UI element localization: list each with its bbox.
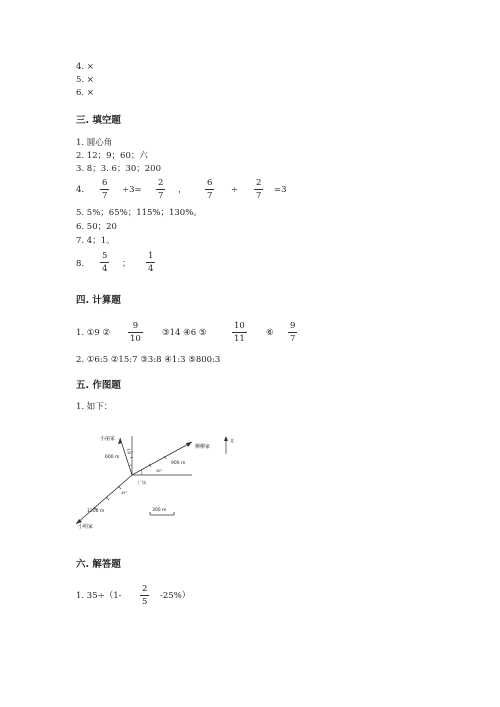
fraction-bar [156, 189, 165, 190]
label-900m: 900 m [171, 461, 186, 466]
section-4-title: 四. 计算题 [76, 295, 121, 306]
calc-answer-1-b: ③14 ④6 ⑤ [162, 328, 207, 338]
fraction [156, 178, 165, 201]
fraction [232, 321, 247, 344]
route-xiaoli [120, 438, 132, 475]
fill-answer-6: 6. 50；20 [76, 222, 117, 232]
solve-answer-1-a: 1. 35÷（1- [76, 591, 122, 601]
fill-answer-5: 5. 5%；65%；115%；130%。 [76, 208, 202, 218]
answer-4: 4. × [76, 62, 94, 72]
fraction [128, 321, 143, 344]
fraction-bar [146, 262, 155, 263]
label-xiaoming: 小明家 [78, 524, 94, 530]
numerator: 10 [234, 321, 245, 331]
fraction-bar [288, 332, 297, 333]
numerator: 9 [290, 321, 296, 331]
drawing-answer-1: 1. 如下： [76, 402, 113, 412]
answer-6: 6. × [76, 88, 94, 98]
denominator: 7 [102, 191, 108, 201]
denominator: 7 [290, 334, 296, 344]
tick [106, 497, 109, 500]
label-xiaoli: 小丽家 [100, 436, 116, 442]
fill-answer-1: 1. 圆心角 [76, 138, 113, 148]
separator: ； [122, 259, 131, 269]
fraction-bar [128, 332, 143, 333]
label-angle-30a: 30° [127, 451, 134, 455]
section-5-title: 五. 作图题 [76, 380, 121, 391]
fill-answer-7: 7. 4；1。 [76, 236, 115, 246]
fraction [100, 251, 109, 274]
angle-arc [141, 470, 142, 475]
denominator: 5 [142, 597, 148, 607]
label-angle-45: 45° [121, 491, 128, 495]
fill-answer-3: 3. 8；3. 6；30；200 [76, 164, 161, 174]
denominator: 10 [130, 334, 141, 344]
tick [127, 449, 130, 450]
denominator: 7 [158, 191, 164, 201]
denominator: 4 [102, 264, 108, 274]
label-angle-30b: 30° [156, 469, 163, 473]
arrowhead [118, 438, 122, 444]
north-icon [224, 436, 228, 441]
fraction [288, 321, 297, 344]
label-square: 广场 [138, 480, 146, 485]
map-diagram [70, 428, 240, 538]
numerator: 5 [102, 251, 108, 261]
numerator: 2 [142, 584, 148, 594]
fraction [205, 178, 214, 201]
numerator: 6 [102, 178, 108, 188]
calc-answer-2: 2. ①6:5 ②15:7 ③3:8 ④1:3 ⑤800:3 [76, 355, 221, 365]
section-3-title: 三. 填空题 [76, 115, 121, 126]
fraction-bar [100, 189, 109, 190]
label-scale: 300 m [152, 508, 167, 513]
fill-answer-4-prefix: 4. [76, 185, 85, 195]
fraction-bar [205, 189, 214, 190]
numerator: 1 [148, 251, 154, 261]
fill-answer-2: 2. 12；9；60；六 [76, 151, 148, 161]
section-6-title: 六. 解答题 [76, 559, 121, 570]
calc-answer-1-c: ⑥ [266, 328, 274, 338]
arrowhead [186, 442, 192, 447]
numerator: 2 [256, 178, 262, 188]
denominator: 7 [207, 191, 213, 201]
fraction [254, 178, 263, 201]
label-1200m: 1200 m [87, 509, 105, 514]
denominator: 4 [148, 264, 154, 274]
fraction [140, 584, 149, 607]
tick [130, 457, 133, 458]
calc-answer-1-a: 1. ①9 ② [76, 328, 111, 338]
angle-arc [129, 465, 132, 466]
operator: ÷ [231, 185, 239, 195]
fill-answer-8-prefix: 8. [76, 259, 85, 269]
denominator: 11 [234, 334, 245, 344]
numerator: 2 [158, 178, 164, 188]
fraction-bar [254, 189, 263, 190]
operator: ÷3= [122, 185, 142, 195]
solve-answer-1-b: -25%） [160, 591, 191, 601]
numerator: 6 [207, 178, 213, 188]
fraction [100, 178, 109, 201]
label-600m: 600 m [105, 455, 120, 460]
fraction-bar [140, 595, 149, 596]
label-north: 北 [230, 438, 234, 443]
numerator: 9 [132, 321, 139, 331]
denominator: 7 [256, 191, 262, 201]
result: =3 [274, 185, 287, 195]
fraction-bar [232, 332, 247, 333]
comma: ， [178, 185, 187, 195]
fraction-bar [100, 262, 109, 263]
answer-5: 5. × [76, 75, 94, 85]
fraction [146, 251, 155, 274]
label-liuliu: 柳柳家 [195, 444, 211, 450]
route-xiaoming [76, 475, 132, 524]
